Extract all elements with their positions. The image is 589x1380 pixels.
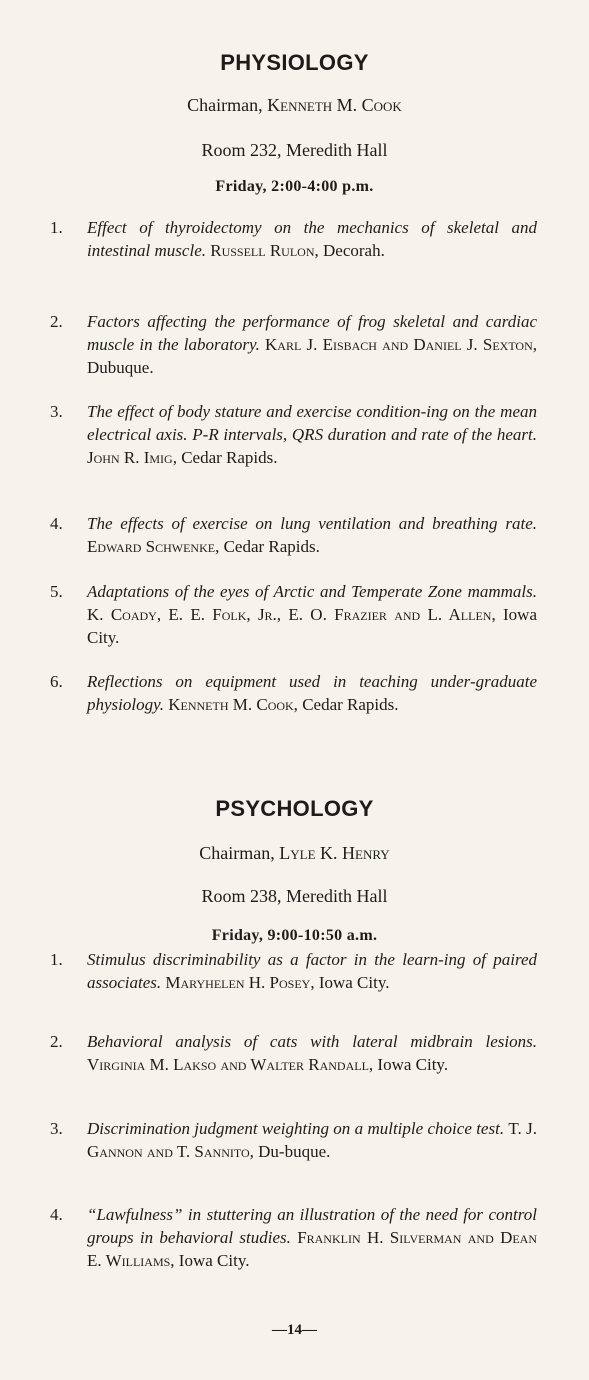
item-title: Reflections on equipment used in teaching under-graduate physiology. — [87, 672, 537, 714]
psychology-heading: PSYCHOLOGY — [215, 796, 374, 821]
chairman-prefix: Chairman, — [199, 843, 280, 863]
page-number: —14— — [272, 1322, 317, 1338]
item-place: Iowa City. — [314, 973, 390, 992]
list-item — [50, 580, 537, 649]
chairman-name: Kenneth M. Cook — [267, 95, 402, 115]
item-number: 2. — [50, 1032, 63, 1051]
item-place: Cedar Rapids. — [219, 537, 320, 556]
physiology-heading: PHYSIOLOGY — [220, 50, 369, 75]
list-item — [50, 216, 537, 262]
item-place: Dubuque. — [87, 358, 154, 377]
item-number: 4. — [50, 1205, 63, 1224]
item-number: 1. — [50, 218, 63, 237]
item-authors: Kenneth M. Cook, — [168, 695, 298, 714]
list-item — [50, 670, 537, 716]
item-number: 5. — [50, 582, 63, 601]
item-number: 6. — [50, 672, 63, 691]
item-number: 2. — [50, 312, 63, 331]
psychology-session: Friday, 9:00-10:50 a.m. — [211, 927, 378, 944]
item-title: Effect of thyroidectomy on the mechanics of skeletal and intestinal muscle. — [87, 218, 537, 260]
item-number: 1. — [50, 950, 63, 969]
list-item — [50, 1203, 537, 1272]
item-place: Decorah. — [318, 241, 385, 260]
list-item — [50, 512, 537, 558]
item-authors: K. Coady, E. E. Folk, Jr., E. O. Frazier and L. Allen, — [87, 605, 496, 624]
item-place: Du-buque. — [253, 1142, 331, 1161]
item-title: Discrimination judgment weighting on a multiple choice test. — [87, 1119, 505, 1138]
chairman-prefix: Chairman, — [187, 95, 268, 115]
item-authors: Virginia M. Lakso and Walter Randall, — [87, 1055, 374, 1074]
list-item — [50, 1117, 537, 1163]
chairman-name: Lyle K. Henry — [279, 843, 390, 863]
item-authors: Maryhelen H. Posey, — [165, 973, 315, 992]
item-title: Stimulus discriminability as a factor in the learn-ing of paired associates. — [87, 950, 537, 992]
list-item — [50, 310, 537, 379]
item-authors: Karl J. Eisbach and Daniel J. Sexton, — [265, 335, 538, 354]
item-place: Iowa City. — [373, 1055, 449, 1074]
physiology-session: Friday, 2:00-4:00 p.m. — [215, 178, 374, 195]
item-place: Iowa City. — [174, 1251, 250, 1270]
item-title: Factors affecting the performance of frog skeletal and cardiac muscle in the laboratory. — [87, 312, 537, 354]
item-number: 4. — [50, 514, 63, 533]
list-item — [50, 948, 537, 994]
list-item — [50, 1030, 537, 1076]
item-place: Cedar Rapids. — [176, 448, 278, 467]
item-title: “Lawfulness” in stuttering an illustration of the need for control groups in behavioral studies. — [87, 1205, 537, 1247]
item-authors: T. J. Gannon and T. Sannito, — [87, 1119, 537, 1161]
list-item — [50, 400, 537, 469]
item-place: Iowa City. — [87, 605, 538, 647]
item-title: The effect of body stature and exercise condition-ing on the mean electrical axis. P-R intervals, QRS duration and rate of the heart. — [87, 402, 537, 444]
item-number: 3. — [50, 1119, 63, 1138]
item-title: Behavioral analysis of cats with lateral midbrain lesions. — [87, 1032, 537, 1051]
item-authors: Franklin H. Silverman and Dean E. Williams, — [87, 1228, 538, 1270]
item-number: 3. — [50, 402, 63, 421]
physiology-chairman — [0, 95, 589, 116]
item-authors: John R. Imig, — [87, 448, 177, 467]
item-authors: Edward Schwenke, — [87, 537, 220, 556]
item-place: Cedar Rapids. — [297, 695, 399, 714]
item-title: Adaptations of the eyes of Arctic and Temperate Zone mammals. — [87, 582, 537, 601]
psychology-room: Room 238, Meredith Hall — [201, 886, 388, 906]
item-authors: Russell Rulon, — [210, 241, 319, 260]
physiology-room: Room 232, Meredith Hall — [201, 140, 388, 160]
item-title: The effects of exercise on lung ventilation and breathing rate. — [87, 514, 537, 533]
psychology-chairman — [0, 843, 589, 864]
